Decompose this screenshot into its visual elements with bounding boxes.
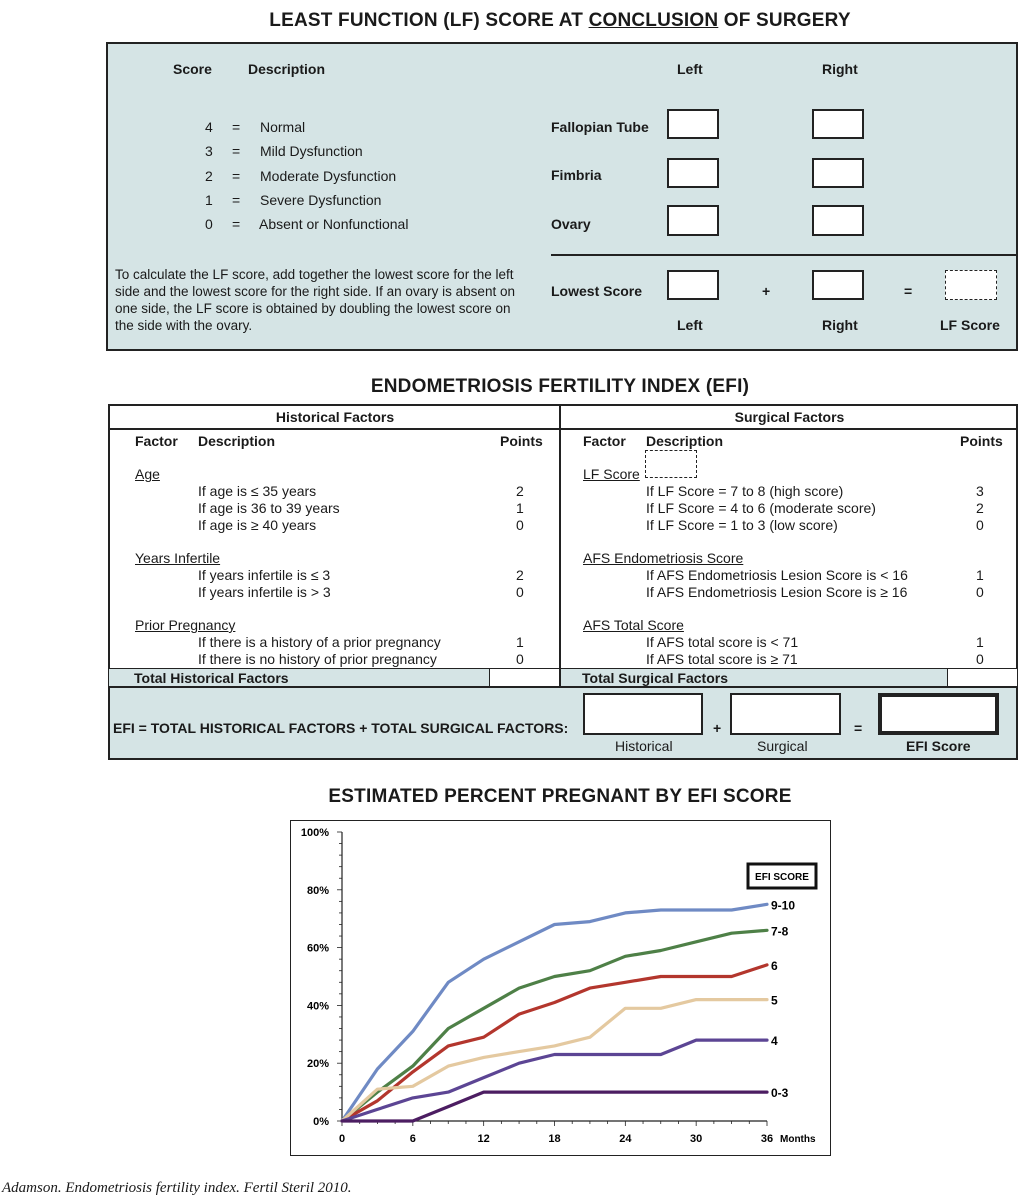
age-row-points: 1 bbox=[516, 500, 524, 516]
years-infertile-group-label: Years Infertile bbox=[135, 550, 221, 566]
historical-factors-header: Historical Factors bbox=[275, 409, 395, 425]
citation: Adamson. Endometriosis fertility index. Fertil Steril 2010. bbox=[2, 1180, 352, 1196]
lf-title: LEAST FUNCTION (LF) SCORE AT CONCLUSION OF SURGERY bbox=[269, 10, 851, 31]
pregnancy-chart bbox=[290, 820, 831, 1156]
fallopian-tube-label: Fallopian Tube bbox=[551, 119, 649, 135]
pregnancy-row-desc: If there is a history of a prior pregnancy bbox=[198, 634, 441, 650]
score-value: 4 bbox=[205, 119, 213, 135]
score-value: 1 bbox=[205, 192, 213, 208]
equals-sign: = bbox=[232, 168, 241, 184]
lf-row-points: 3 bbox=[976, 483, 984, 499]
series-label-6: 6 bbox=[771, 958, 778, 973]
afs-lesion-row-points: 1 bbox=[976, 567, 984, 583]
lf-score-label: LF Score bbox=[940, 317, 1000, 333]
efi-score-label: EFI Score bbox=[906, 738, 971, 754]
total-surgical-label: Total Surgical Factors bbox=[582, 670, 728, 686]
score-description: Moderate Dysfunction bbox=[260, 168, 397, 184]
total-historical-input[interactable] bbox=[489, 668, 560, 688]
equals-sign: = bbox=[232, 119, 241, 135]
age-row-points: 0 bbox=[516, 517, 524, 533]
lowest-left-input[interactable] bbox=[667, 270, 719, 300]
lf-score-group-label: LF Score bbox=[583, 466, 640, 482]
series-label-0-3: 0-3 bbox=[771, 1086, 789, 1101]
fallopian-tube-left-input[interactable] bbox=[667, 109, 719, 139]
afs-lesion-row-desc: If AFS Endometriosis Lesion Score is < 16 bbox=[646, 567, 908, 583]
y-tick-label: 0% bbox=[313, 1116, 329, 1128]
afs-total-group-label: AFS Total Score bbox=[583, 617, 684, 633]
score-value: 2 bbox=[205, 168, 213, 184]
equals-sign: = bbox=[232, 192, 241, 208]
infertile-row-points: 0 bbox=[516, 584, 524, 600]
lf-instructions: To calculate the LF score, add together the lowest score for the left side and the lowest score for the right side. If an ovary is absent on one side, the LF score is obtained by doubling the lowest score on the side with the ovary. bbox=[115, 267, 515, 333]
left-label: Left bbox=[677, 317, 703, 333]
series-label-7-8: 7-8 bbox=[771, 924, 789, 939]
equals-sign: = bbox=[904, 283, 913, 299]
efi-score-input[interactable] bbox=[878, 693, 999, 735]
score-value: 3 bbox=[205, 143, 213, 159]
age-row-points: 2 bbox=[516, 483, 524, 499]
hist-desc-col: Description bbox=[198, 433, 276, 449]
ovary-right-input[interactable] bbox=[812, 205, 864, 236]
x-tick-label: 0 bbox=[338, 1133, 346, 1145]
x-tick-label: 24 bbox=[619, 1133, 632, 1145]
surg-factor-col: Factor bbox=[583, 433, 626, 449]
lf-score-input[interactable] bbox=[945, 270, 997, 300]
surgical-label: Surgical bbox=[757, 738, 808, 754]
y-tick-label: 20% bbox=[306, 1058, 329, 1071]
x-tick-label: 36 bbox=[760, 1133, 774, 1145]
fimbria-right-input[interactable] bbox=[812, 158, 864, 188]
x-tick-label: 6 bbox=[409, 1133, 416, 1145]
fimbria-left-input[interactable] bbox=[667, 158, 719, 188]
lowest-score-label: Lowest Score bbox=[551, 283, 643, 299]
x-tick-label: 18 bbox=[548, 1133, 561, 1145]
right-header: Right bbox=[822, 61, 858, 77]
afs-lesion-row-points: 0 bbox=[976, 584, 984, 600]
x-tick-label: 30 bbox=[690, 1133, 703, 1145]
fimbria-label: Fimbria bbox=[551, 167, 602, 183]
y-tick-label: 40% bbox=[306, 1000, 329, 1013]
efi-column-divider bbox=[559, 404, 561, 688]
series-label-4: 4 bbox=[771, 1034, 778, 1049]
pregnancy-row-points: 1 bbox=[516, 634, 524, 650]
historical-label: Historical bbox=[615, 738, 673, 754]
efi-header-divider bbox=[108, 428, 1018, 430]
surg-desc-col: Description bbox=[646, 433, 724, 449]
efi-surgical-input[interactable] bbox=[730, 693, 841, 735]
lf-divider bbox=[551, 254, 1018, 256]
pregnancy-row-desc: If there is no history of prior pregnancy bbox=[198, 651, 437, 667]
lf-row-desc: If LF Score = 4 to 6 (moderate score) bbox=[646, 500, 876, 516]
ovary-left-input[interactable] bbox=[667, 205, 719, 236]
prior-pregnancy-group-label: Prior Pregnancy bbox=[135, 617, 236, 633]
afs-lesion-row-desc: If AFS Endometriosis Lesion Score is ≥ 16 bbox=[646, 584, 908, 600]
score-description: Absent or Nonfunctional bbox=[259, 216, 409, 232]
hist-points-col: Points bbox=[500, 433, 543, 449]
score-description: Severe Dysfunction bbox=[260, 192, 382, 208]
legend-title: EFI SCORE bbox=[755, 872, 809, 883]
afs-endometriosis-group-label: AFS Endometriosis Score bbox=[583, 550, 744, 566]
lf-row-points: 0 bbox=[976, 517, 984, 533]
x-axis-label: Months bbox=[780, 1134, 816, 1145]
y-tick-label: 80% bbox=[306, 884, 329, 897]
surgical-factors-header: Surgical Factors bbox=[734, 409, 845, 425]
hist-factor-col: Factor bbox=[135, 433, 178, 449]
x-tick-label: 12 bbox=[477, 1133, 490, 1145]
series-label-9-10: 9-10 bbox=[771, 898, 796, 913]
efi-title: ENDOMETRIOSIS FERTILITY INDEX (EFI) bbox=[370, 376, 750, 397]
lowest-right-input[interactable] bbox=[812, 270, 864, 300]
lf-row-desc: If LF Score = 7 to 8 (high score) bbox=[646, 483, 844, 499]
left-header: Left bbox=[677, 61, 703, 77]
lf-row-desc: If LF Score = 1 to 3 (low score) bbox=[646, 517, 838, 533]
afs-total-row-points: 0 bbox=[976, 651, 984, 667]
y-tick-label: 60% bbox=[306, 942, 329, 955]
surg-points-col: Points bbox=[960, 433, 1003, 449]
age-row-desc: If age is ≤ 35 years bbox=[198, 483, 317, 499]
score-header: Score bbox=[173, 61, 212, 77]
score-description: Mild Dysfunction bbox=[260, 143, 363, 159]
equals-sign: = bbox=[854, 720, 863, 736]
afs-total-row-points: 1 bbox=[976, 634, 984, 650]
ovary-label: Ovary bbox=[551, 216, 591, 232]
series-label-5: 5 bbox=[771, 993, 778, 1008]
equals-sign: = bbox=[232, 216, 241, 232]
total-surgical-input[interactable] bbox=[947, 668, 1018, 688]
right-label: Right bbox=[822, 317, 858, 333]
efi-historical-input[interactable] bbox=[583, 693, 703, 735]
pregnancy-row-points: 0 bbox=[516, 651, 524, 667]
infertile-row-desc: If years infertile is > 3 bbox=[198, 584, 331, 600]
chart-title: ESTIMATED PERCENT PREGNANT BY EFI SCORE bbox=[328, 786, 792, 807]
efi-formula-label: EFI = TOTAL HISTORICAL FACTORS + TOTAL SURGICAL FACTORS: bbox=[113, 720, 569, 736]
plus-sign: + bbox=[762, 283, 771, 299]
age-row-desc: If age is ≥ 40 years bbox=[198, 517, 317, 533]
score-value: 0 bbox=[205, 216, 213, 232]
score-description: Normal bbox=[260, 119, 306, 135]
lf-score-carry-box[interactable] bbox=[645, 450, 697, 478]
infertile-row-desc: If years infertile is ≤ 3 bbox=[198, 567, 331, 583]
afs-total-row-desc: If AFS total score is ≥ 71 bbox=[646, 651, 798, 667]
plus-sign: + bbox=[713, 720, 722, 736]
total-historical-label: Total Historical Factors bbox=[134, 670, 289, 686]
y-tick-label: 100% bbox=[300, 827, 329, 839]
afs-total-row-desc: If AFS total score is < 71 bbox=[646, 634, 799, 650]
age-row-desc: If age is 36 to 39 years bbox=[198, 500, 340, 516]
age-group-label: Age bbox=[135, 466, 160, 482]
fallopian-tube-right-input[interactable] bbox=[812, 109, 864, 139]
equals-sign: = bbox=[232, 143, 241, 159]
lf-row-points: 2 bbox=[976, 500, 984, 516]
infertile-row-points: 2 bbox=[516, 567, 524, 583]
description-header: Description bbox=[248, 61, 326, 77]
